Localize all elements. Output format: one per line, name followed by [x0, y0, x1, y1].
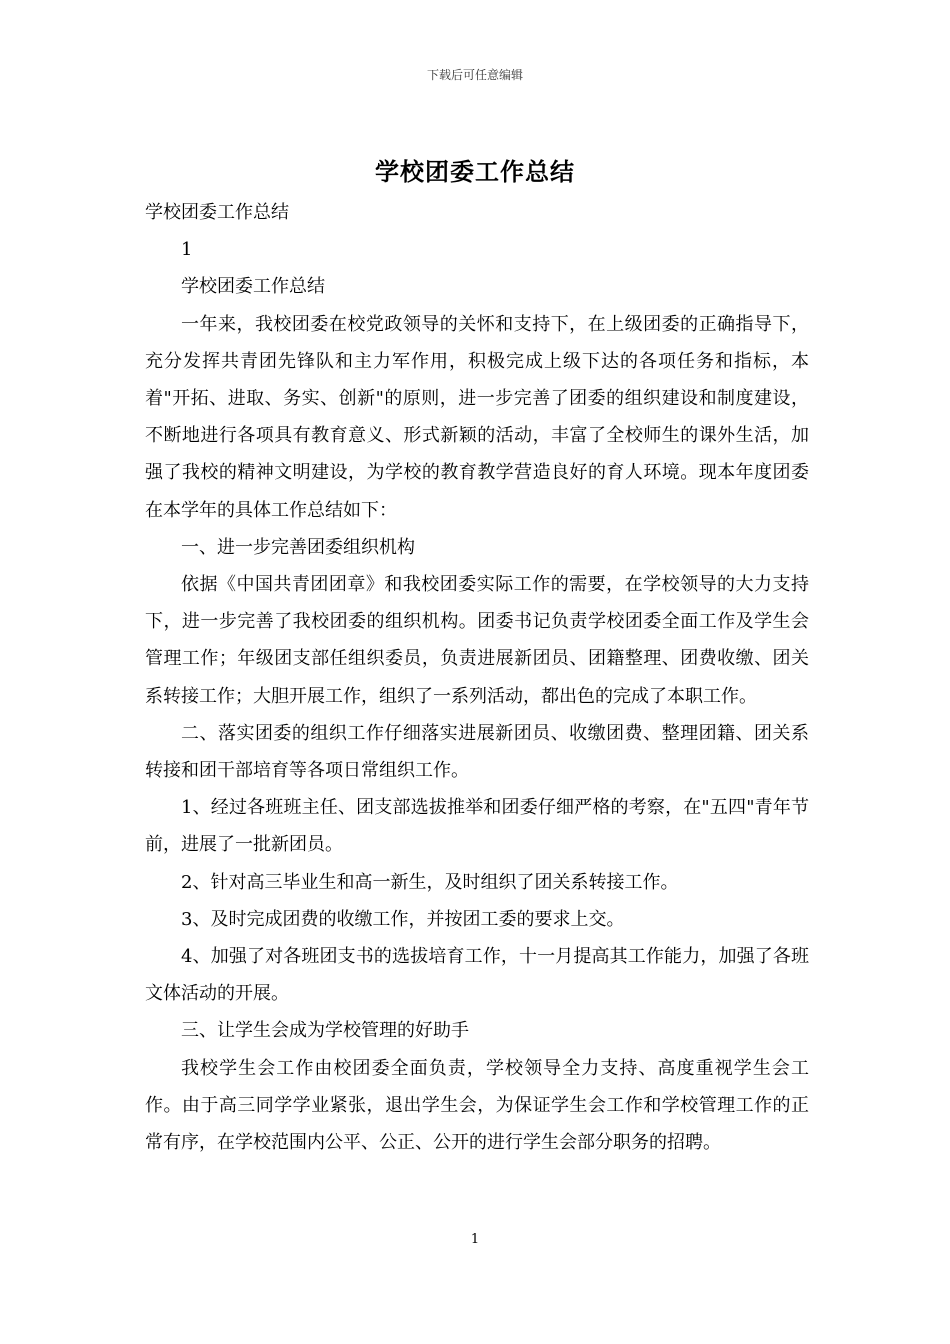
body-paragraph: 学校团委工作总结	[145, 202, 289, 223]
section-heading: 三、让学生会成为学校管理的好助手	[181, 1020, 469, 1042]
body-paragraph: 1	[181, 239, 193, 261]
page-number: 1	[470, 1232, 480, 1247]
list-item: 4、加强了对各班团支书的选拔培育工作，十一月提高其工作能力，加强了各班文体活动的开展。	[145, 946, 809, 1005]
body-paragraph: 我校学生会工作由校团委全面负责，学校领导全力支持、高度重视学生会工作。由于高三同学学业紧张，退出学生会，为保证学生会工作和学校管理工作的正常有序，在学校范围内公平、公正、公开的进行学生会部分职务的招聘。	[145, 1057, 809, 1154]
body-paragraph: 一年来，我校团委在校党政领导的关怀和支持下，在上级团委的正确指导下，充分发挥共青团先锋队和主力军作用，积极完成上级下达的各项任务和指标，本着"开拓、进取、务实、创新"的原则，进一步完善了团委的组织建设和制度建设，不断地进行各项具有教育意义、形式新颖的活动，丰富了全校师生的课外生活，加强了我校的精神文明建设，为学校的教育教学营造良好的育人环境。现本年度团委在本学年的具体工作总结如下：	[145, 313, 809, 521]
list-item: 2、针对高三毕业生和高一新生，及时组织了团关系转接工作。	[181, 871, 679, 893]
document-body	[145, 194, 809, 1161]
page-header-note: 下载后可任意编辑	[426, 68, 523, 82]
body-paragraph: 依据《中国共青团团章》和我校团委实际工作的需要，在学校领导的大力支持下，进一步完善了我校团委的组织机构。团委书记负责学校团委全面工作及学生会管理工作；年级团支部任组织委员，负责进展新团员、团籍整理、团费收缴、团关系转接工作；大胆开展工作，组织了一系列活动，都出色的完成了本职工作。	[145, 574, 809, 707]
section-heading: 二、落实团委的组织工作仔细落实进展新团员、收缴团费、整理团籍、团关系转接和团干部培育等各项日常组织工作。	[145, 722, 809, 782]
list-item: 1、经过各班班主任、团支部选拔推举和团委仔细严格的考察，在"五四"青年节前，进展了一批新团员。	[145, 797, 809, 856]
document-title: 学校团委工作总结	[375, 157, 575, 186]
section-heading: 一、进一步完善团委组织机构	[181, 536, 415, 558]
body-paragraph: 学校团委工作总结	[181, 276, 325, 298]
list-item: 3、及时完成团费的收缴工作，并按团工委的要求上交。	[181, 908, 625, 930]
